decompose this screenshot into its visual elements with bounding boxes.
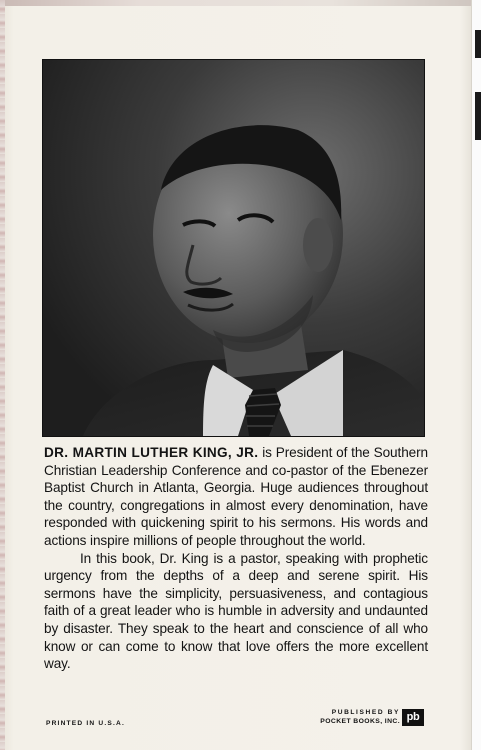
- published-by-label: PUBLISHED BY: [331, 709, 400, 716]
- author-bio: [44, 444, 428, 673]
- bio-paragraph-1-text: is President of the Southern Christian Leadership Conference and co-pastor of the Ebenezer Baptist Church in Atlanta, Georgia. Huge audiences throughout the country, congregations in almost every denomination, have responded with quickening spirit to his sermons. His words and actions inspire millions of people throughout the world.: [44, 445, 429, 548]
- publisher-credit: [304, 708, 400, 726]
- scan-right-edge: [471, 0, 481, 750]
- edge-notch: [475, 30, 481, 58]
- publisher-name: POCKET BOOKS, INC.: [320, 718, 400, 725]
- portrait-illustration: [43, 60, 424, 436]
- bio-paragraph-1: [44, 444, 428, 550]
- bio-paragraph-2: In this book, Dr. King is a pastor, speaking with prophetic urgency from the depths of a deep and serene spirit. His sermons have the simplicity, persuasiveness, and contagious faith of a great leader who is humble in adversity and undaunted by disaster. They speak to the heart and conscience of all who know or can come to know that love offers the more excellent way.: [44, 550, 428, 672]
- worn-top-edge: [0, 0, 472, 6]
- printed-in-label: PRINTED IN U.S.A.: [46, 720, 126, 727]
- author-name: DR. MARTIN LUTHER KING, JR.: [44, 445, 259, 460]
- edge-notch: [475, 92, 481, 140]
- pocket-books-logo: pb: [402, 709, 424, 726]
- worn-left-edge: [0, 0, 5, 750]
- author-portrait: [42, 59, 425, 437]
